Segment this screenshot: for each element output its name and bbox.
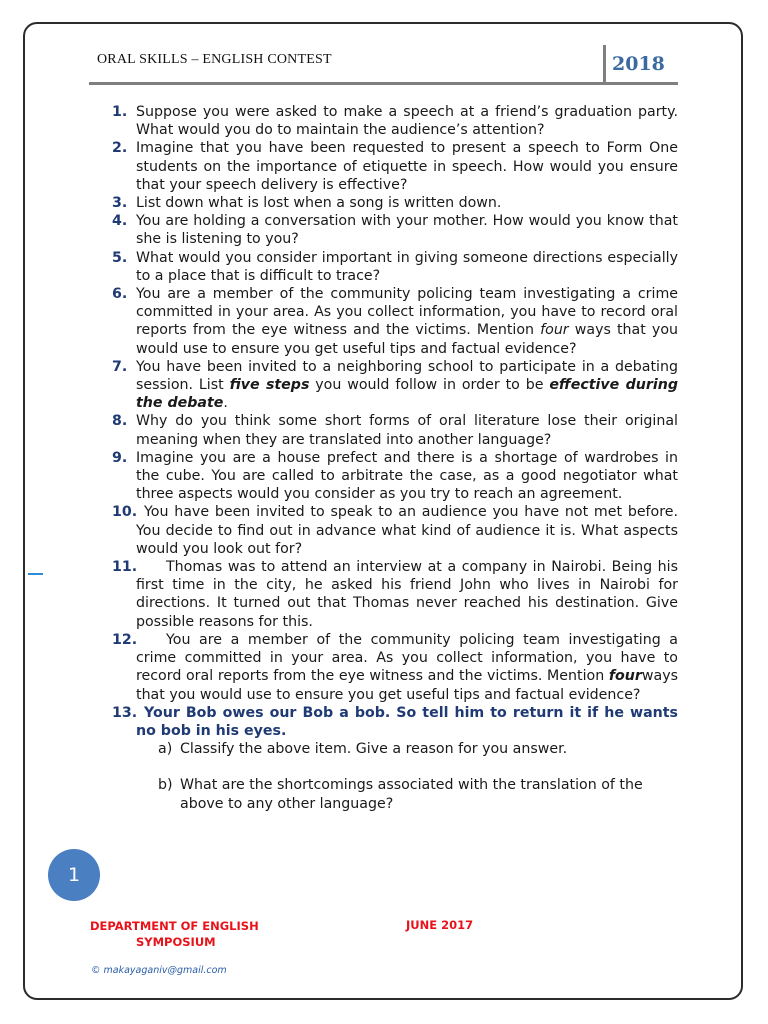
question-item-9 (98, 449, 678, 504)
sub-question-list (136, 740, 678, 813)
question-item-12 (98, 631, 678, 704)
question-item-2 (98, 139, 678, 194)
header-year: 2018 (612, 53, 665, 75)
question-item-1 (98, 103, 678, 139)
department-line-2: SYMPOSIUM (136, 935, 216, 949)
question-number: 7. (112, 358, 128, 375)
sub-question-text: What are the shortcomings associated with the translation of the above to any other language? (180, 777, 643, 812)
question-text: Why do you think some short forms of oral literature lose their original meaning when they are translated into another language? (136, 413, 678, 448)
sub-question-letter: b) (158, 777, 173, 794)
question-number: 6. (112, 286, 128, 303)
question-item-4 (98, 212, 678, 248)
question-item-3 (98, 194, 678, 212)
header-divider (603, 45, 606, 83)
question-text: Suppose you were asked to make a speech at a friend’s graduation party. What would you do to maintain the audience’s attention? (136, 104, 678, 139)
question-number: 3. (112, 195, 128, 212)
question-text-part: You are a member of the community policing team investigating a crime committed in your area. As you collect information, you have to record oral reports from the eye witness and the victims. Mention (136, 286, 678, 339)
question-item-7 (98, 358, 678, 413)
question-item-10 (98, 503, 678, 558)
question-text (136, 632, 678, 703)
question-text-part: Your Bob owes our Bob a bob. So tell him to return it if he wants no bob in his eyes. (136, 704, 678, 739)
emphasis-text: effective during the debate (136, 377, 678, 412)
question-text: You are holding a conversation with your mother. How would you know that she is listening to you? (136, 213, 678, 248)
question-text (136, 705, 678, 739)
sub-question-letter: a) (158, 741, 173, 758)
question-text (136, 286, 678, 357)
question-number: 8. (112, 413, 128, 430)
question-text-part: you would follow in order to be (309, 377, 550, 394)
page-number-badge (48, 849, 100, 901)
question-text-part: ways that you would use to ensure you get useful tips and factual evidence? (136, 668, 678, 703)
question-text-part: . (223, 395, 228, 412)
question-text (136, 559, 678, 630)
question-number: 2. (112, 140, 128, 157)
sub-question-a (136, 740, 678, 758)
question-text: Imagine you are a house prefect and there is a shortage of wardrobes in the cube. You are called to arbitrate the case, as a good negotiator what three aspects would you consider as you try to reach an agreement. (136, 449, 678, 503)
emphasis-text: four (540, 322, 569, 339)
question-number: 9. (112, 449, 128, 466)
footer-email: © makayaganiv@gmail.com (91, 965, 227, 976)
sub-question-b (136, 776, 678, 812)
question-number: 10. (112, 504, 138, 521)
question-text: What would you consider important in giving someone directions especially to a place that is difficult to trace? (136, 249, 678, 284)
question-text-part: Thomas was to attend an interview at a company in Nairobi. Being his first time in the city, he asked his friend John who lives in Nairobi for directions. It turned out that Thomas never reached his destination. Give possible reasons for this. (136, 559, 678, 630)
question-item-11 (98, 558, 678, 631)
question-item-8 (98, 412, 678, 448)
department-line-1: DEPARTMENT OF ENGLISH (90, 919, 259, 933)
question-text: List down what is lost when a song is written down. (136, 195, 502, 212)
question-text (136, 359, 678, 411)
question-number: 1. (112, 104, 128, 120)
sub-question-text: Classify the above item. Give a reason for you answer. (180, 741, 568, 758)
question-text (136, 504, 678, 556)
question-number: 4. (112, 213, 128, 230)
footer-date: JUNE 2017 (406, 918, 474, 932)
question-text-part: You are a member of the community policing team investigating a crime committed in your area. As you collect information, you have to record oral reports from the eye witness and the victims. Mention (136, 631, 678, 685)
header-title: ORAL SKILLS – ENGLISH CONTEST (97, 52, 332, 67)
page-number: 1 (67, 864, 81, 886)
question-number: 11. (112, 559, 138, 576)
question-list (98, 103, 678, 813)
margin-mark (28, 573, 43, 575)
question-number: 5. (112, 249, 128, 266)
question-number: 13. (112, 704, 138, 721)
question-number: 12. (112, 631, 138, 648)
question-item-5 (98, 249, 678, 285)
question-text-part: ways that you would use to ensure you get useful tips and factual evidence? (136, 322, 678, 357)
question-text-part: You have been invited to a neighboring school to participate in a debating session. List (136, 358, 678, 394)
question-text: Imagine that you have been requested to present a speech to Form One students on the importance of etiquette in speech. How would you ensure that your speech delivery is effective? (136, 140, 678, 193)
header-rule (89, 82, 678, 85)
emphasis-text: five steps (229, 377, 310, 394)
footer-department (90, 918, 259, 950)
emphasis-text: four (608, 668, 642, 685)
question-item-13 (98, 704, 678, 813)
question-item-6 (98, 285, 678, 358)
question-text-part: You have been invited to speak to an audience you have not met before. You decide to find out in advance what kind of audience it is. What aspects would you look out for? (136, 504, 678, 557)
